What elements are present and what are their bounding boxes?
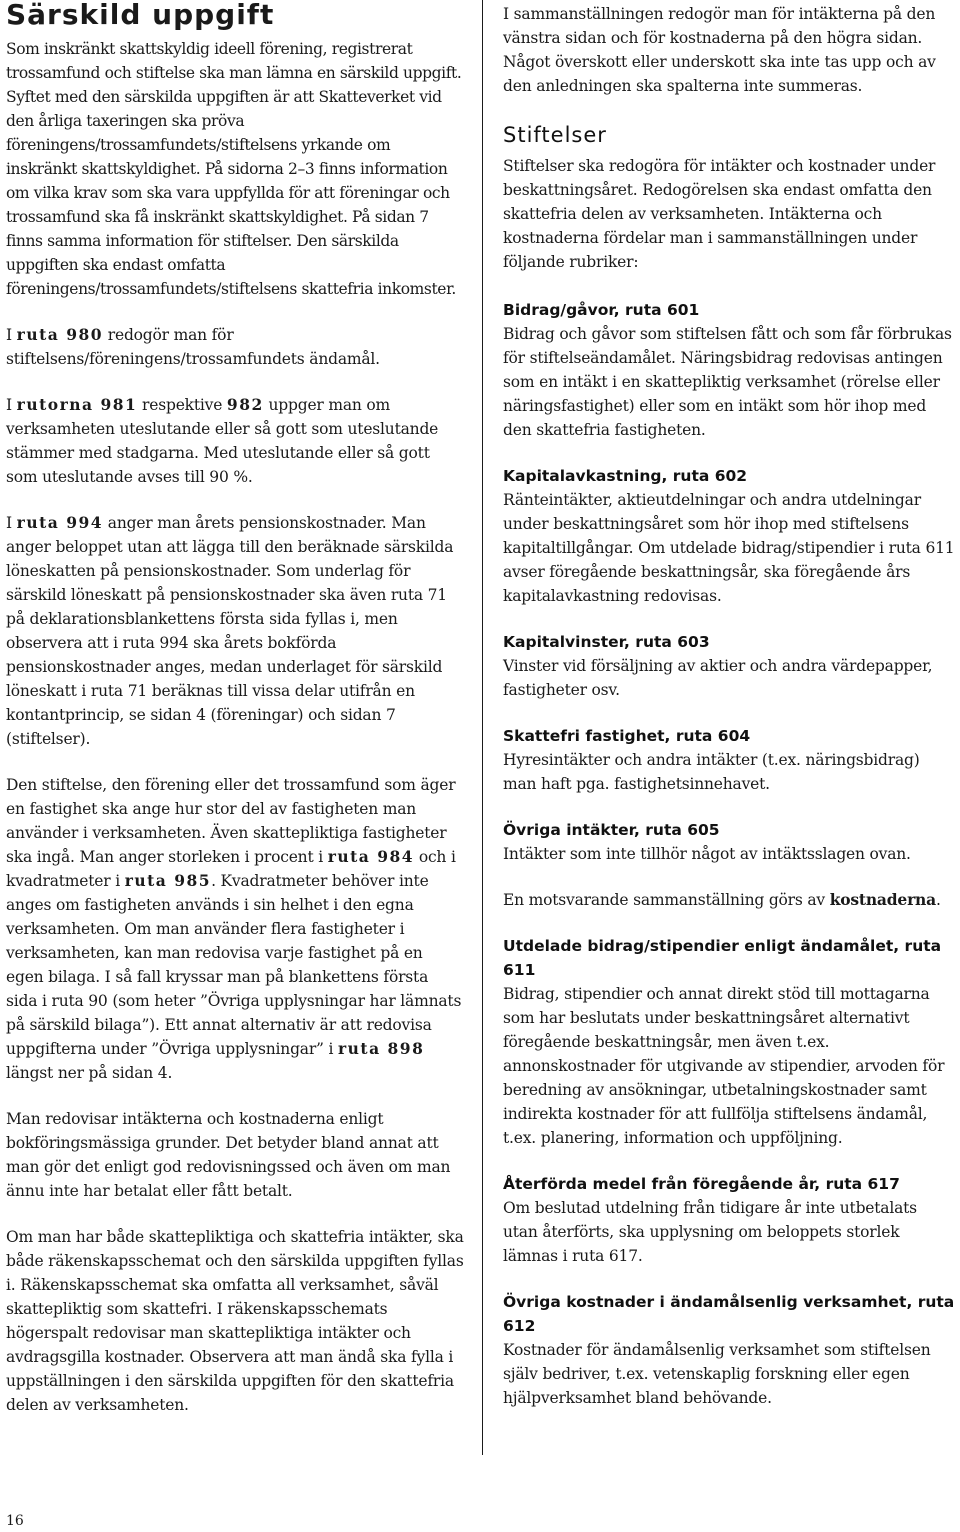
- ruta-898-ref: ruta 898: [337, 1039, 425, 1058]
- left-column: [6, 0, 464, 1417]
- stiftelser-paragraph: Stiftelser ska redogöra för intäkter och kostnader under beskattningsåret. Redogörelsen ska endast omfatta den skattefria delen av verksamheten. Intäkterna och kostnaderna fördelar man i sammanställningen under följande rubriker:: [503, 157, 936, 271]
- ruta-605-heading: Övriga intäkter, ruta 605: [503, 821, 720, 839]
- bokforing-paragraph: Man redovisar intäkterna och kostnaderna enligt bokföringsmässiga grunder. Det betyder bland annat att man gör det enligt god redovisningssed och även om man ännu inte har betalat eller fått betalt.: [6, 1110, 451, 1200]
- ruta-602-paragraph: Ränteintäkter, aktieutdelningar och andra utdelningar under beskattningsåret som hör ihop med stiftelsens kapitaltillgångar. Om utdelade bidrag/stipendier i ruta 611 avser föregående beskattningsår, ska föregående års kapitalavkastning redovisas.: [503, 491, 955, 605]
- right-column: [503, 0, 955, 1410]
- ruta-611-paragraph: Bidrag, stipendier och annat direkt stöd till mottagarna som har beslutats under beskattningsåret alternativt föregående beskattningsår, men även t.ex. annonskostnader för utgivande av stipendier, arvoden för beredning av ansökningar, utbetalningskostnader samt indirekta kostnader för att fullfölja stiftelsens ändamål, t.ex. planering, information och uppföljning.: [503, 985, 945, 1147]
- fastighet-paragraph: Den stiftelse, den förening eller det trossamfund som äger en fastighet ska ange hur stor del av fastigheten man använder i verksamheten. Även skattepliktiga fastigheter ska ingå. Man anger storleken i procent i ruta 984 och i kvadratmeter i ruta 985. Kvadratmeter behöver inte anges om fastigheten används i sin helhet i den egna verksamheten. Om man använder flera fastigheter i verksamheten, kan man redovisa varje fastighet på en egen bilaga. I så fall kryssar man på blankettens första sida i ruta 90 (som heter ”Övriga upplysningar har lämnats på särskild bilaga”). Ett annat alternativ är att redovisa uppgifterna under ”Övriga upplysningar” i ruta 898 längst ner på sidan 4.: [6, 776, 462, 1082]
- ruta-982-ref: 982: [226, 395, 264, 414]
- ruta-603-paragraph: Vinster vid försäljning av aktier och andra värdepapper, fastigheter osv.: [503, 657, 933, 699]
- ruta-605-paragraph: Intäkter som inte tillhör något av intäktsslagen ovan.: [503, 845, 911, 863]
- ruta-985-ref: ruta 985: [124, 871, 212, 890]
- sammanstallning-paragraph: I sammanställningen redogör man för intäkterna på den vänstra sidan och för kostnaderna på den högra sidan. Något överskott eller underskott ska inte tas upp och av den anledningen ska spalterna inte summeras.: [503, 5, 936, 95]
- intro-paragraph: Som inskränkt skattskyldig ideell förening, registrerat trossamfund och stiftelse ska man lämna en särskild uppgift. Syftet med den särskilda uppgiften är att Skatteverket vid den årliga taxeringen ska pröva föreningens/trossamfundets/stiftelsens yrkande om inskränkt skattskyldighet. På sidorna 2–3 finns information om vilka krav som ska vara uppfyllda för att föreningar och trossamfund ska få inskränkt skattskyldighet. På sidan 7 finns samma information för stiftelser. Den särskilda uppgiften ska endast omfatta föreningens/trossamfundets/stiftelsens skattefria inkomster.: [6, 40, 462, 298]
- ruta-603-heading: Kapitalvinster, ruta 603: [503, 633, 710, 651]
- page-title: Särskild uppgift: [6, 0, 275, 31]
- ruta-617-heading: Återförda medel från föregående år, ruta 617: [503, 1175, 900, 1193]
- ruta-617-paragraph: Om beslutad utdelning från tidigare år inte utbetalats utan återförts, ska upplysning om beloppets storlek lämnas i ruta 617.: [503, 1199, 917, 1265]
- ruta-984-ref: ruta 984: [327, 847, 415, 866]
- ruta-601-paragraph: Bidrag och gåvor som stiftelsen fått och som får förbrukas för stiftelseändamålet. Näringsbidrag redovisas antingen som en intäkt i en skattepliktig verksamhet (rörelse eller näringsfastighet) eller som en intäkt som hör ihop med den skattefria fastigheten.: [503, 325, 952, 439]
- ruta-612-heading: Övriga kostnader i ändamålsenlig verksamhet, ruta 612: [503, 1293, 955, 1335]
- ruta-604-heading: Skattefri fastighet, ruta 604: [503, 727, 751, 745]
- ruta-981-paragraph: I rutorna 981 respektive 982 uppger man om verksamheten uteslutande eller så gott som uteslutande stämmer med stadgarna. Med uteslutande eller så gott som uteslutande avses till 90 %.: [6, 395, 439, 486]
- kostnaderna-emphasis: kostnaderna: [829, 890, 936, 909]
- ruta-602-heading: Kapitalavkastning, ruta 602: [503, 467, 748, 485]
- ruta-994-ref: ruta 994: [16, 513, 104, 532]
- ruta-980-ref: ruta 980: [16, 325, 104, 344]
- stiftelser-heading: Stiftelser: [503, 123, 607, 147]
- column-divider: [482, 0, 483, 1455]
- ruta-611-heading: Utdelade bidrag/stipendier enligt ändamålet, ruta 611: [503, 937, 942, 979]
- ruta-604-paragraph: Hyresintäkter och andra intäkter (t.ex. näringsbidrag) man haft pga. fastighetsinnehavet.: [503, 751, 920, 793]
- ruta-980-paragraph: I ruta 980 redogör man för stiftelsens/föreningens/trossamfundets ändamål.: [6, 325, 380, 368]
- ruta-601-heading: Bidrag/gåvor, ruta 601: [503, 301, 700, 319]
- ruta-994-paragraph: I ruta 994 anger man årets pensionskostnader. Man anger beloppet utan att lägga till den beräknade särskilda löneskatten på pensionskostnader. Som underlag för särskild löneskatt på pensionskostnader ska även ruta 71 på deklarationsblankettens första sida fyllas i, men observera att i ruta 994 ska årets bokförda pensionskostnader anges, medan underlaget för särskild löneskatt i ruta 71 beräknas till vissa delar utifrån en kontantprincip, se sidan 4 (föreningar) och sidan 7 (stiftelser).: [6, 513, 454, 748]
- page-number: 16: [6, 1513, 24, 1529]
- rakenskapsschema-paragraph: Om man har både skattepliktiga och skattefria intäkter, ska både räkenskapsschemat och den särskilda uppgiften fyllas i. Räkenskapsschemat ska omfatta all verksamhet, såväl skattepliktig som skattefri. I räkenskapsschemats högerspalt redovisar man skattepliktiga intäkter och avdragsgilla kostnader. Observera att man ändå ska fylla i uppställningen i den särskilda uppgiften för den skattefria delen av verksamheten.: [6, 1228, 464, 1414]
- kostnader-paragraph: En motsvarande sammanställning görs av kostnaderna.: [503, 890, 941, 909]
- ruta-981-ref: rutorna 981: [16, 395, 138, 414]
- ruta-612-paragraph: Kostnader för ändamålsenlig verksamhet som stiftelsen själv bedriver, t.ex. vetenskaplig forskning eller egen hjälpverksamhet bland behövande.: [503, 1341, 931, 1407]
